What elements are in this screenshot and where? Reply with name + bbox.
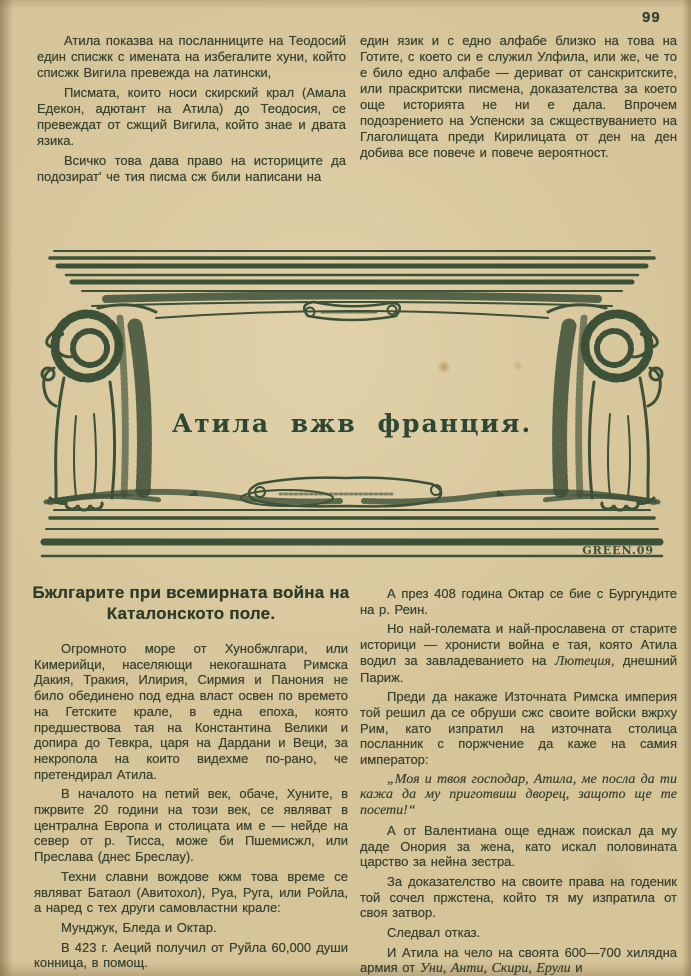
woodcut-frame-graphic	[40, 246, 664, 580]
section-heading: Бжлгарите при всемирната война на Каталонското поле.	[32, 583, 350, 623]
text-run: Техни славни вождове кжм това време се являват Батаол (Авитохол), Руа, Руга, или Ройла, а наред с тех други самовластни крале:	[34, 868, 348, 916]
paragraph	[37, 85, 346, 149]
paragraph	[360, 621, 677, 685]
text-run: Мунджук, Бледа и Октар.	[61, 919, 217, 935]
paragraph	[37, 33, 346, 81]
paragraph	[360, 33, 677, 161]
text-run: Преди да накаже Източната Римска империя той решил да се обруши сжс своите войски вжрху Рим, като изпратил на източната столица посланник с поржчение да каже на самия император:	[360, 689, 677, 768]
paragraph	[360, 945, 677, 976]
text-run: Огромното море от Хунобжлгари, или Кимерийци, населяющи некогашната Римска Дакия, Тракия, Илирия, Сирмия и Панония не било обединено под една власт освен по времето на Гетските крале, в една епоха, която предшествова тая на Константина Велики и допира до Тевкра, царя на Дардани и Веци, за некропола на които видехме по-рано, че претендирал Атила.	[34, 641, 348, 782]
illustration-title: Атила вжв франция.	[171, 409, 533, 438]
text-run: А от Валентиана още еднаж поискал да му даде Онория за жена, като искал половината царство за нейна зестра.	[360, 822, 677, 870]
text-run: А през 408 година Октар се бие с Бургундите на р. Реин.	[360, 586, 677, 617]
text-run: , днешний Париж.	[360, 652, 677, 685]
text-run: И Атила на чело на своята 600—700 хилядна армия от	[360, 944, 677, 976]
paragraph	[360, 925, 677, 941]
paragraph	[360, 823, 677, 870]
paragraph	[34, 641, 348, 782]
paragraph	[360, 586, 677, 617]
text-run: В началото на петий век, обаче, Хуните, в пжрвите 20 години на този век, се являват в централна Европа и столицата им е — нейде на север от р. Тисса, може би Пшемисжл, или Преслава (днес Бреслау).	[34, 786, 348, 865]
paragraph	[34, 786, 348, 865]
attila-woodcut-illustration	[40, 246, 664, 580]
text-run: „Моя и твоя господар, Атила, ме посла да ти кажа да му приготвиш дворец, защото ще те посети!“	[360, 771, 677, 819]
text-run: В 423 г. Аеций получил от Руйла 60,000 души конница, в помощ.	[34, 939, 348, 971]
paragraph	[34, 940, 348, 971]
italic-text: Уни, Анти, Скири, Ерули	[419, 961, 571, 976]
paragraph	[37, 153, 346, 185]
illustration-signature: GREEN.09	[582, 544, 654, 557]
text-run: един язик и с едно алфабе близко на това на Готите, с което си е служил Улфила, или же, че то е било едно алфабе — дериват от санскритските, или праскритски писмена, доказателства за което още историята не ни е дала. Впрочем подозрението на Успенски за сжществуванието на Глаголищата преди Кирилицата от ден на ден добива все повече и повече вероятност.	[360, 33, 677, 160]
left-lion-pedestal	[42, 305, 160, 510]
paragraph	[360, 689, 677, 768]
paragraph	[34, 920, 348, 936]
bottom-right-column	[360, 586, 677, 976]
text-run: Всичко това дава право на историците да подозират' че тия писма сж били написани на	[37, 153, 346, 184]
text-run: Атила показва на посланниците на Теодосий един списжк с имената на избегалите хуни, който списжк Вигила превежда на латински,	[37, 33, 346, 80]
top-left-column	[37, 33, 346, 189]
paragraph	[34, 869, 348, 916]
italic-text: Лютеция	[554, 653, 611, 669]
paragraph	[360, 772, 677, 819]
page-number: 99	[642, 9, 661, 26]
paragraph	[360, 874, 677, 921]
text-run: Следвал отказ.	[387, 925, 481, 941]
text-run: и	[570, 960, 583, 976]
text-run: За доказателство на своите права на годеник той сочел пржстена, който тя му изпратила от своя затвор.	[360, 873, 677, 921]
base-plinth	[42, 510, 662, 556]
top-right-column	[360, 33, 677, 165]
text-run: Но най-големата и най-прославена от старите историци — хронисти война е тая, която Атила водил за завладеванието на	[360, 621, 677, 668]
text-run: Писмата, които носи скирский крал (Амала Едекон, адютант на Атила) до Теодосия, се превеждат от сжщий Вигила, който знае и двата язика.	[37, 85, 346, 148]
right-lion-pedestal	[544, 305, 662, 510]
bottom-left-column	[34, 641, 348, 975]
